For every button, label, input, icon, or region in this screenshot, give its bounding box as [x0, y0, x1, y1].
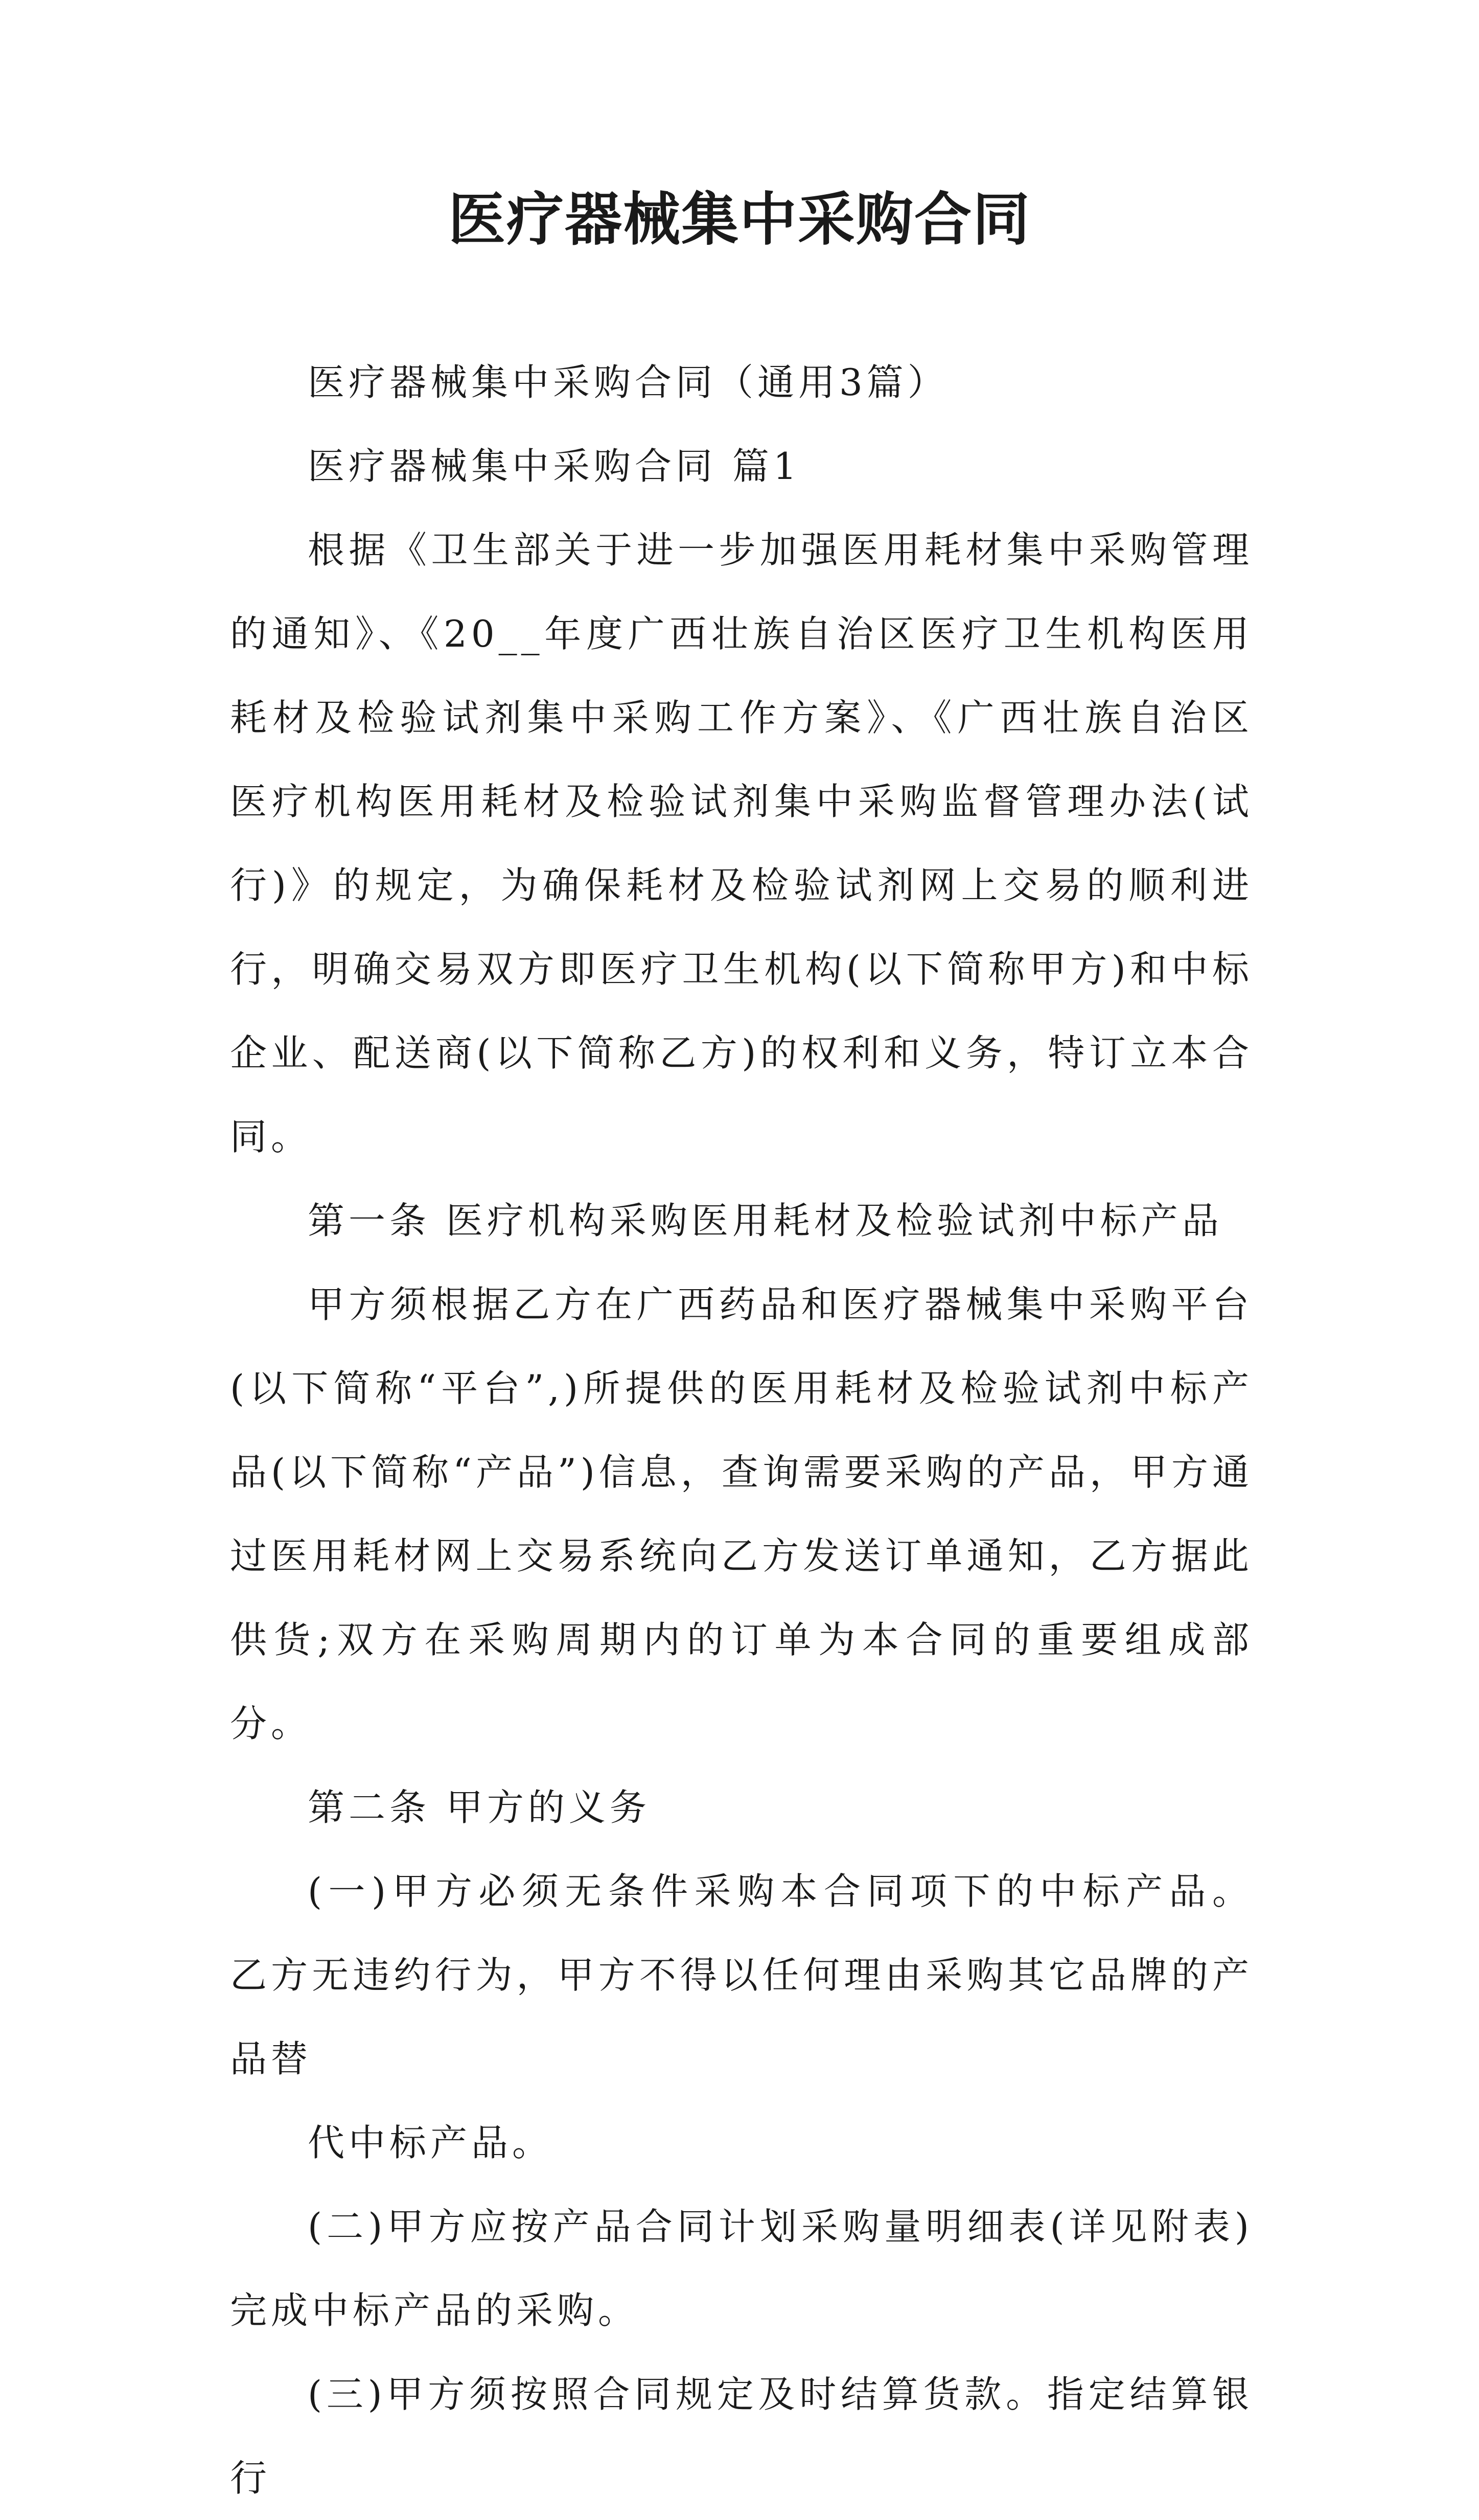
paragraph-article-2-heading: 第二条 甲方的义务	[308, 1786, 651, 1829]
document-title: 医疗器械集中采购合同	[448, 186, 1031, 253]
paragraph-preamble: 根据《卫生部关于进一步加强医用耗材集中采购管理的通知》、《20__年度广西壮族自治区医疗卫生机构医用耗材及检验试剂集中采购工作方案》、《广西壮族自治区医疗机构医用耗材及检验试剂集中采购监督管理办法(试行)》的规定，为确保耗材及检验试剂网上交易的顺利进行，明确交易双方即医疗卫生机构(以下简称甲方)和中标企业、配送商(以下简称乙方)的权利和义务，特订立本合同。	[230, 529, 1253, 1158]
paragraph-clause-1-continued: 代中标产品。	[308, 2121, 553, 2164]
paragraph-subtitle: 医疗器械集中采购合同（通用3篇）	[308, 361, 949, 404]
paragraph-clause-2: (二)甲方应按产品合同计划采购量明细表(详见附表)完成中标产品的采购。	[230, 2205, 1253, 2332]
document-body	[230, 340, 1253, 2520]
paragraph-clause-3: (三)甲方须按照合同规定及时结算货款。指定结算银行	[230, 2373, 1253, 2500]
paragraph-article-1-body: 甲方须根据乙方在广西药品和医疗器械集中采购平台(以下简称“平台”,)所提供的医用耗材及检验试剂中标产品(以下简称“产品”)信息，查询需要采购的产品，甲方通过医用耗材网上交易系统向乙方发送订单通知，乙方据此供货;双方在采购周期内的订单为本合同的重要组成部分。	[230, 1283, 1253, 1745]
paragraph-article-1-heading: 第一条 医疗机构采购医用耗材及检验试剂中标产品	[308, 1199, 1223, 1242]
paragraph-section-heading: 医疗器械集中采购合同 篇1	[308, 445, 801, 488]
paragraph-clause-1: (一)甲方必须无条件采购本合同项下的中标产品。 乙方无违约行为，甲方不得以任何理由采购其它品牌的产品替	[230, 1870, 1253, 2080]
